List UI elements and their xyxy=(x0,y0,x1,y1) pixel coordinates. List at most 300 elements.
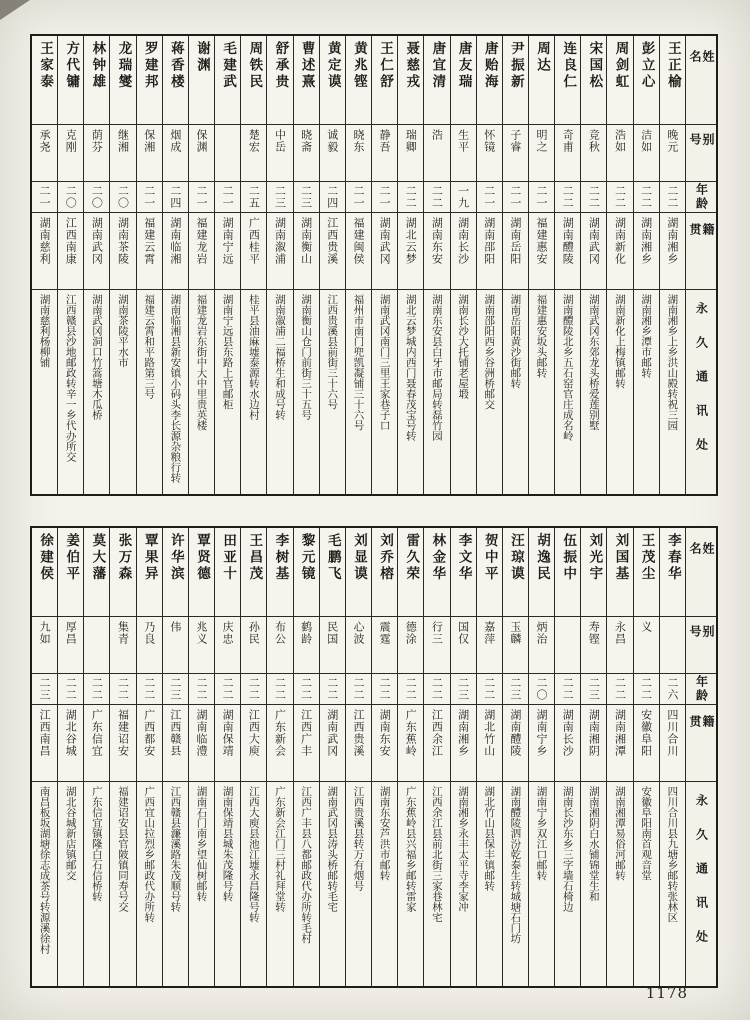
address-cell xyxy=(346,289,371,494)
person-address: 湖北谷城新店镇邮交 xyxy=(64,786,77,881)
alias-cell xyxy=(398,616,423,673)
person-alias: 国仅 xyxy=(456,621,470,645)
native-cell xyxy=(660,212,685,289)
person-alias: 德涂 xyxy=(404,621,418,645)
name-cell xyxy=(529,36,554,124)
person-address: 湖南茶陵平水市 xyxy=(117,294,130,368)
person-name: 汪琼谟 xyxy=(507,533,524,583)
person-native-place: 湖南湘乡 xyxy=(665,217,679,265)
person-column xyxy=(372,36,398,494)
person-name: 李树基 xyxy=(272,533,289,583)
name-cell xyxy=(137,36,162,124)
scan-edge-artifact xyxy=(0,0,30,20)
address-cell xyxy=(555,781,580,986)
native-cell xyxy=(84,212,109,289)
alias-cell xyxy=(477,124,502,181)
age-cell xyxy=(555,673,580,704)
person-name: 莫大藩 xyxy=(89,533,106,583)
person-name: 李春华 xyxy=(664,533,681,583)
person-address: 湖南武冈东郊龙头桥爱莲别墅 xyxy=(587,294,600,431)
alias-cell xyxy=(163,124,188,181)
person-native-place: 福建云霄 xyxy=(142,217,156,265)
alias-cell xyxy=(84,124,109,181)
person-age: 二一 xyxy=(195,185,209,209)
native-cell xyxy=(58,212,83,289)
address-cell xyxy=(137,781,162,986)
person-age: 二二 xyxy=(195,677,209,701)
person-native-place: 福建诏安 xyxy=(116,709,130,757)
name-cell xyxy=(32,36,57,124)
person-native-place: 湖南武冈 xyxy=(587,217,601,265)
name-cell xyxy=(110,36,135,124)
address-cell xyxy=(320,289,345,494)
native-cell xyxy=(477,212,502,289)
age-cell xyxy=(451,673,476,704)
header-cell xyxy=(686,289,716,494)
person-age: 二〇 xyxy=(64,185,78,209)
age-cell xyxy=(189,673,214,704)
address-cell xyxy=(607,289,632,494)
person-address: 四川合川县九塘乡邮转张林区 xyxy=(666,786,679,923)
alias-cell xyxy=(372,616,397,673)
address-cell xyxy=(634,289,659,494)
address-cell xyxy=(555,289,580,494)
person-age: 二二 xyxy=(142,677,156,701)
age-cell xyxy=(346,181,371,212)
person-native-place: 江西南昌 xyxy=(38,709,52,757)
person-age: 二三 xyxy=(508,677,522,701)
person-native-place: 广西都安 xyxy=(142,709,156,757)
person-age: 二一 xyxy=(221,185,235,209)
address-cell xyxy=(660,781,685,986)
person-column xyxy=(477,36,503,494)
person-native-place: 湖南东安 xyxy=(430,217,444,265)
person-address: 福建云霄和平路第三号 xyxy=(143,294,156,399)
address-cell xyxy=(451,289,476,494)
person-native-place: 湖南武冈 xyxy=(378,217,392,265)
address-cell xyxy=(660,289,685,494)
person-native-place: 湖南新化 xyxy=(613,217,627,265)
native-cell xyxy=(477,704,502,781)
alias-cell xyxy=(32,616,57,673)
person-native-place: 广东信宜 xyxy=(90,709,104,757)
name-cell xyxy=(58,528,83,616)
person-column xyxy=(32,528,58,986)
person-address: 南昌板坂湖塘徐志成茶号转源溪徐村 xyxy=(38,786,51,954)
header-cell xyxy=(686,616,716,673)
native-cell xyxy=(451,704,476,781)
age-cell xyxy=(398,673,423,704)
person-address: 江西大庾县池江墟永昌隆号转 xyxy=(247,786,260,923)
age-cell xyxy=(163,673,188,704)
native-cell xyxy=(84,704,109,781)
age-cell xyxy=(215,673,240,704)
alias-cell xyxy=(607,124,632,181)
native-cell xyxy=(346,704,371,781)
person-column xyxy=(398,528,424,986)
person-column xyxy=(58,528,84,986)
address-cell xyxy=(424,289,449,494)
person-name: 黄定谟 xyxy=(324,41,341,91)
address-cell xyxy=(267,781,292,986)
age-cell xyxy=(84,673,109,704)
alias-cell xyxy=(84,616,109,673)
person-native-place: 江西广丰 xyxy=(299,709,313,757)
person-column xyxy=(424,528,450,986)
age-cell xyxy=(660,181,685,212)
page-content xyxy=(30,34,718,988)
name-cell xyxy=(660,528,685,616)
person-column xyxy=(215,528,241,986)
person-column xyxy=(267,528,293,986)
address-cell xyxy=(398,781,423,986)
person-name: 李文华 xyxy=(455,533,472,583)
native-cell xyxy=(320,212,345,289)
person-address: 湖南湘乡上乡洪山殿转祝三园 xyxy=(666,294,679,431)
person-name: 刘显谟 xyxy=(350,533,367,583)
name-cell xyxy=(84,36,109,124)
person-name: 罗建邦 xyxy=(141,41,158,91)
person-column xyxy=(503,36,529,494)
name-cell xyxy=(215,528,240,616)
person-address: 桂平县油麻墟泰源转水边村 xyxy=(247,294,260,420)
person-name: 胡逸民 xyxy=(534,533,551,583)
person-address: 湖南慈利杨柳铺 xyxy=(38,294,51,368)
person-native-place: 江西大庾 xyxy=(247,709,261,757)
person-name: 覃贤德 xyxy=(194,533,211,583)
address-cell xyxy=(58,781,83,986)
person-alias: 鹤龄 xyxy=(299,621,313,645)
person-name: 毛鹏飞 xyxy=(324,533,341,583)
name-cell xyxy=(398,528,423,616)
person-alias: 奇甫 xyxy=(561,129,575,153)
name-cell xyxy=(451,528,476,616)
person-native-place: 湖南宁乡 xyxy=(535,709,549,757)
alias-cell xyxy=(241,124,266,181)
age-cell xyxy=(294,181,319,212)
person-columns-lower xyxy=(32,528,686,986)
alias-cell xyxy=(320,616,345,673)
person-column xyxy=(84,528,110,986)
person-name: 林钟雄 xyxy=(89,41,106,91)
person-address: 湖南东安县白牙市邮局转磊竹园 xyxy=(430,294,443,441)
person-alias: 义 xyxy=(639,621,653,633)
person-address: 广西宜山拉烈乡邮政代办所转 xyxy=(143,786,156,923)
alias-cell xyxy=(294,124,319,181)
person-native-place: 湖南宁远 xyxy=(221,217,235,265)
person-alias: 克刚 xyxy=(64,129,78,153)
person-age: 二三 xyxy=(38,677,52,701)
person-native-place: 湖南岳阳 xyxy=(508,217,522,265)
person-age: 二三 xyxy=(299,185,313,209)
person-age: 二三 xyxy=(587,677,601,701)
person-address: 福建龙岩东街中大中里贵英楼 xyxy=(195,294,208,431)
person-age: 二二 xyxy=(351,677,365,701)
person-native-place: 广西桂平 xyxy=(247,217,261,265)
alias-cell xyxy=(137,616,162,673)
alias-cell xyxy=(32,124,57,181)
person-name: 尹振新 xyxy=(507,41,524,91)
alias-cell xyxy=(215,124,240,181)
alias-cell xyxy=(294,616,319,673)
person-address: 福建诏安县官陂镇同寿号交 xyxy=(117,786,130,912)
native-cell xyxy=(110,704,135,781)
person-alias: 炳治 xyxy=(535,621,549,645)
address-cell xyxy=(84,781,109,986)
native-cell xyxy=(215,704,240,781)
person-column xyxy=(555,528,581,986)
person-column xyxy=(451,528,477,986)
address-cell xyxy=(320,781,345,986)
native-cell xyxy=(110,212,135,289)
person-alias: 瑞卿 xyxy=(404,129,418,153)
person-age: 二一 xyxy=(535,185,549,209)
name-cell xyxy=(634,528,659,616)
name-cell xyxy=(346,36,371,124)
person-column xyxy=(267,36,293,494)
header-native: 籍贯 xyxy=(688,223,715,257)
person-address: 江西余江县前北街三家巷林宅 xyxy=(430,786,443,923)
person-age: 二二 xyxy=(430,677,444,701)
name-cell xyxy=(555,36,580,124)
native-cell xyxy=(137,704,162,781)
person-age: 二一 xyxy=(38,185,52,209)
person-age: 二〇 xyxy=(535,677,549,701)
person-native-place: 湖南武冈 xyxy=(90,217,104,265)
native-cell xyxy=(294,704,319,781)
person-address: 江西贵溪县前街三十六号 xyxy=(326,294,339,410)
person-name: 田亚十 xyxy=(220,533,237,583)
native-cell xyxy=(424,212,449,289)
name-cell xyxy=(163,36,188,124)
person-address: 湖南石门南乡望仙树邮转 xyxy=(195,786,208,902)
person-column xyxy=(607,528,633,986)
address-cell xyxy=(137,289,162,494)
native-cell xyxy=(241,704,266,781)
person-name: 伍振中 xyxy=(560,533,577,583)
person-name: 覃果异 xyxy=(141,533,158,583)
person-column xyxy=(503,528,529,986)
person-address: 湖南溆浦二福桥生和成号转 xyxy=(273,294,286,420)
person-address: 江西赣县濂溪路朱茂顺号转 xyxy=(169,786,182,912)
person-native-place: 湖南湘潭 xyxy=(613,709,627,757)
person-alias: 玉麟 xyxy=(508,621,522,645)
person-native-place: 湖北谷城 xyxy=(64,709,78,757)
address-cell xyxy=(607,781,632,986)
native-cell xyxy=(607,212,632,289)
age-cell xyxy=(529,673,554,704)
person-native-place: 湖南湘乡 xyxy=(639,217,653,265)
name-cell xyxy=(581,528,606,616)
person-age: 二二 xyxy=(64,677,78,701)
name-cell xyxy=(660,36,685,124)
person-address: 湖南宁远县东路上官邮柜 xyxy=(221,294,234,410)
person-alias: 楚宏 xyxy=(247,129,261,153)
alias-cell xyxy=(215,616,240,673)
address-cell xyxy=(451,781,476,986)
person-alias: 浩 xyxy=(430,129,444,141)
person-name: 唐友瑞 xyxy=(455,41,472,91)
person-age: 二二 xyxy=(221,677,235,701)
person-address: 湖南东安芦洪市邮转 xyxy=(378,786,391,881)
person-alias: 晓斋 xyxy=(299,129,313,153)
address-cell xyxy=(241,289,266,494)
age-cell xyxy=(163,181,188,212)
person-address: 湖北云梦城内西门聂春茂宝号转 xyxy=(404,294,417,441)
age-cell xyxy=(110,181,135,212)
person-age: 二一 xyxy=(351,185,365,209)
person-age: 二三 xyxy=(168,677,182,701)
name-cell xyxy=(398,36,423,124)
person-address: 湖南岳阳黄沙街邮转 xyxy=(509,294,522,389)
name-cell xyxy=(607,528,632,616)
address-cell xyxy=(477,289,502,494)
native-cell xyxy=(189,704,214,781)
person-column xyxy=(241,36,267,494)
person-native-place: 湖南临澧 xyxy=(195,709,209,757)
person-age: 二二 xyxy=(325,677,339,701)
native-cell xyxy=(555,212,580,289)
age-cell xyxy=(634,181,659,212)
person-address: 广东新会江门三村礼拜堂转 xyxy=(273,786,286,912)
age-cell xyxy=(581,673,606,704)
person-column xyxy=(294,36,320,494)
name-cell xyxy=(529,528,554,616)
person-alias: 明之 xyxy=(535,129,549,153)
person-name: 雷久荣 xyxy=(403,533,420,583)
name-cell xyxy=(346,528,371,616)
alias-cell xyxy=(346,124,371,181)
age-cell xyxy=(58,181,83,212)
person-native-place: 湖北竹山 xyxy=(482,709,496,757)
person-alias: 晓东 xyxy=(351,129,365,153)
alias-cell xyxy=(346,616,371,673)
address-cell xyxy=(372,289,397,494)
age-cell xyxy=(84,181,109,212)
person-alias: 震霆 xyxy=(378,621,392,645)
age-cell xyxy=(58,673,83,704)
name-cell xyxy=(84,528,109,616)
person-alias: 中岳 xyxy=(273,129,287,153)
person-age: 二二 xyxy=(404,185,418,209)
person-age: 二三 xyxy=(456,677,470,701)
person-age: 一九 xyxy=(456,185,470,209)
native-cell xyxy=(581,704,606,781)
header-address: 永久通讯处 xyxy=(694,794,709,964)
person-name: 王仁舒 xyxy=(377,41,394,91)
person-age: 二一 xyxy=(142,185,156,209)
person-age: 二四 xyxy=(325,185,339,209)
native-cell xyxy=(137,212,162,289)
person-alias: 厚昌 xyxy=(64,621,78,645)
alias-cell xyxy=(424,616,449,673)
alias-cell xyxy=(451,124,476,181)
person-column xyxy=(189,528,215,986)
person-column xyxy=(346,36,372,494)
native-cell xyxy=(372,212,397,289)
alias-cell xyxy=(555,616,580,673)
age-cell xyxy=(320,673,345,704)
address-cell xyxy=(32,289,57,494)
person-address: 湖南长沙大托铺老屋塅 xyxy=(457,294,470,399)
person-native-place: 江西贵溪 xyxy=(325,217,339,265)
person-age: 二二 xyxy=(665,185,679,209)
address-cell xyxy=(32,781,57,986)
alias-cell xyxy=(660,616,685,673)
native-cell xyxy=(529,212,554,289)
age-cell xyxy=(241,181,266,212)
name-cell xyxy=(58,36,83,124)
age-cell xyxy=(607,181,632,212)
person-name: 聂慈戎 xyxy=(403,41,420,91)
name-cell xyxy=(320,36,345,124)
person-address: 福建惠安坂头邮转 xyxy=(535,294,548,378)
address-cell xyxy=(581,289,606,494)
person-name: 贺中平 xyxy=(481,533,498,583)
age-cell xyxy=(320,181,345,212)
name-cell xyxy=(163,528,188,616)
age-cell xyxy=(137,181,162,212)
address-cell xyxy=(110,781,135,986)
alias-cell xyxy=(137,124,162,181)
age-cell xyxy=(294,673,319,704)
alias-cell xyxy=(241,616,266,673)
person-address: 湖南湘乡永丰太平寺李家冲 xyxy=(457,786,470,912)
person-name: 许华滨 xyxy=(167,533,184,583)
alias-cell xyxy=(372,124,397,181)
person-name: 林金华 xyxy=(429,533,446,583)
native-cell xyxy=(660,704,685,781)
alias-cell xyxy=(424,124,449,181)
person-alias: 浩如 xyxy=(613,129,627,153)
age-cell xyxy=(607,673,632,704)
header-cell xyxy=(686,673,716,704)
age-cell xyxy=(477,181,502,212)
address-cell xyxy=(267,289,292,494)
person-address: 广东蕉岭县兴福乡邮转雷家 xyxy=(404,786,417,912)
person-column xyxy=(398,36,424,494)
address-cell xyxy=(189,781,214,986)
age-cell xyxy=(372,181,397,212)
person-alias: 承尧 xyxy=(38,129,52,153)
age-cell xyxy=(424,673,449,704)
address-cell xyxy=(529,781,554,986)
person-column xyxy=(634,36,660,494)
person-column xyxy=(215,36,241,494)
alias-cell xyxy=(529,124,554,181)
header-cell xyxy=(686,124,716,181)
name-cell xyxy=(477,36,502,124)
age-cell xyxy=(215,181,240,212)
person-name: 蒋香楼 xyxy=(167,41,184,91)
alias-cell xyxy=(503,124,528,181)
person-address: 江西贵溪县转万有烟号 xyxy=(352,786,365,891)
name-cell xyxy=(189,36,214,124)
native-cell xyxy=(267,704,292,781)
person-name: 周铁民 xyxy=(246,41,263,91)
person-age: 二一 xyxy=(482,185,496,209)
person-alias: 生平 xyxy=(456,129,470,153)
header-cell xyxy=(686,36,716,124)
person-alias: 心波 xyxy=(351,621,365,645)
age-cell xyxy=(267,673,292,704)
person-age: 二〇 xyxy=(116,185,130,209)
person-address: 湖南醴陵泗汾乾泰生转城塘石门坊 xyxy=(509,786,522,944)
person-native-place: 湖南邵阳 xyxy=(482,217,496,265)
person-address: 湖南醴陵北乡五石窑官庄成名岭 xyxy=(561,294,574,441)
age-cell xyxy=(189,181,214,212)
person-name: 龙瑞燮 xyxy=(115,41,132,91)
